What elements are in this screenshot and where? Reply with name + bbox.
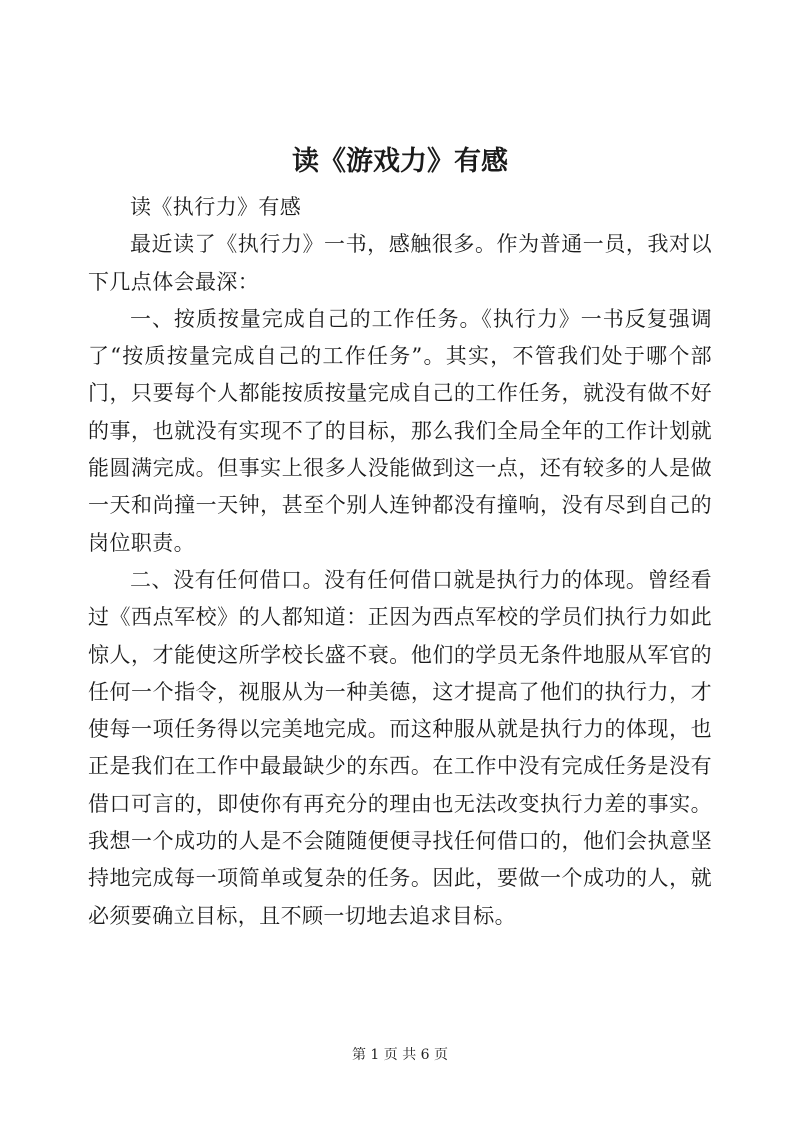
paragraph-subtitle: 读《执行力》有感 [130, 195, 302, 219]
paragraph-intro: 最近读了《执行力》一书，感触很多。作为普通一员，我对以下几点体会最深： [88, 232, 712, 294]
page-footer: 第 1 页 共 6 页 [351, 1047, 449, 1063]
page-title: 读《游戏力》有感 [292, 146, 508, 177]
paragraph-point-one: 一、按质按量完成自己的工作任务。《执行力》一书反复强调了“按质按量完成自己的工作任务”。其实，不管我们处于哪个部门，只要每个人都能按质按量完成自己的工作任务，就没有做不好的事，也就没有实现不了的目标，那么我们全局全年的工作计划就能圆满完成。但事实上很多人没能做到这一点，还有较多的人是做一天和尚撞一天钟，甚至个别人连钟都没有撞响，没有尽到自己的岗位职责。 [88, 306, 712, 555]
document-body [88, 189, 712, 935]
paragraph-point-two: 二、没有任何借口。没有任何借口就是执行力的体现。曾经看过《西点军校》的人都知道：正因为西点军校的学员们执行力如此惊人，才能使这所学校长盛不衰。他们的学员无条件地服从军官的任何一个指令，视服从为一种美德，这才提高了他们的执行力，才使每一项任务得以完美地完成。而这种服从就是执行力的体现，也正是我们在工作中最最缺少的东西。在工作中没有完成任务是没有借口可言的，即使你有再充分的理由也无法改变执行力差的事实。我想一个成功的人是不会随随便便寻找任何借口的，他们会执意坚持地完成每一项简单或复杂的任务。因此，要做一个成功的人，就必须要确立目标，且不顾一切地去追求目标。 [88, 567, 712, 928]
